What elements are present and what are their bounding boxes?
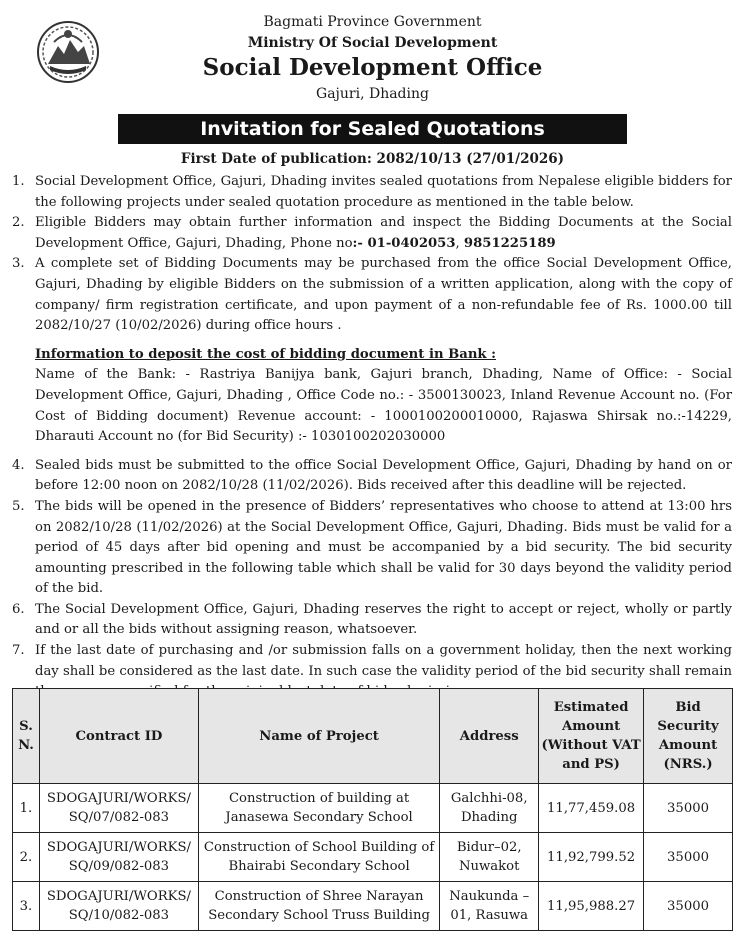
header-project-name: Name of Project	[198, 689, 439, 784]
cell-sn: 2.	[13, 833, 40, 882]
table-row	[13, 833, 733, 882]
bank-info-text: Name of the Bank: - Rastriya Banijya bank, Gajuri branch, Dhading, Name of Office: - Social Development Office, Gajuri, Dhading , Office Code no.: - 3500130023, Inland Revenue Account no. (For Cost of Bidding document) Revenue account: - 1000100200010000, Rajaswa Shirsak no.:-14229, Dharauti Account no (for Bid Security) :- 1030100202030000	[35, 367, 732, 445]
cell-project: Construction of Shree Narayan Secondary School Truss Building	[198, 882, 439, 931]
cell-sn: 1.	[13, 784, 40, 833]
cell-address: Bidur–02, Nuwakot	[440, 833, 539, 882]
list-item: 6. The Social Development Office, Gajuri, Dhading reserves the right to accept or reject, wholly or partly and or all the bids without assigning reason, whatsoever.	[12, 601, 732, 638]
cell-project: Construction of School Building of Bhairabi Secondary School	[198, 833, 439, 882]
cell-address: Galchhi-08, Dhading	[440, 784, 539, 833]
cell-sn: 3.	[13, 882, 40, 931]
notice-banner: Invitation for Sealed Quotations	[118, 114, 627, 144]
bank-info	[35, 345, 732, 448]
office-location: Gajuri, Dhading	[316, 86, 429, 102]
office-name: Social Development Office	[202, 54, 543, 81]
cell-project: Construction of building at Janasewa Secondary School	[198, 784, 439, 833]
bank-info-title: Information to deposit the cost of bidding document in Bank :	[35, 346, 497, 362]
list-item: 3. A complete set of Bidding Documents may be purchased from the office Social Development Office, Gajuri, Dhading by eligible Bidders on the submission of a written application, along with the copy of company/ firm registration certificate, and upon payment of a non-refundable fee of Rs. 1000.00 till 2082/10/27 (10/02/2026) during office hours .	[12, 256, 732, 334]
header-contract-id: Contract ID	[39, 689, 198, 784]
cell-contract-id: SDOGAJURI/WORKS/ SQ/09/082-083	[39, 833, 198, 882]
list-item: 5. The bids will be opened in the presence of Bidders’ representatives who choose to attend at 13:00 hrs on 2082/10/28 (11/02/2026) at the Social Development Office, Gajuri, Dhading. Bids must be valid for a period of 45 days after bid opening and must be accompanied by a bid security. The bid security amounting prescribed in the following table which shall be valid for 30 days beyond the validity period of the bid.	[12, 498, 732, 597]
notice-body	[12, 172, 732, 703]
list-item: 1. Social Development Office, Gajuri, Dhading invites sealed quotations from Nepalese eligible bidders for the following projects under sealed quotation procedure as mentioned in the table below.	[12, 174, 732, 210]
header-estimated-amount: Estimated Amount (Without VAT and PS)	[539, 689, 644, 784]
cell-security: 35000	[644, 882, 733, 931]
cell-address: Naukunda –01, Rasuwa	[440, 882, 539, 931]
cell-amount: 11,92,799.52	[539, 833, 644, 882]
first-publication-date: First Date of publication: 2082/10/13 (27/01/2026)	[180, 151, 565, 167]
table-row	[13, 882, 733, 931]
header-sn: S. N.	[13, 689, 40, 784]
cell-contract-id: SDOGAJURI/WORKS/ SQ/10/082-083	[39, 882, 198, 931]
list-item: 2. Eligible Bidders may obtain further information and inspect the Bidding Documents at the Social Development Office, Gajuri, Dhading, Phone no:- 01-0402053, 9851225189	[12, 215, 732, 251]
government-name: Bagmati Province Government	[263, 14, 482, 30]
table-row	[13, 784, 733, 833]
projects-table	[12, 688, 733, 931]
header-bid-security: Bid Security Amount (NRS.)	[644, 689, 733, 784]
cell-security: 35000	[644, 784, 733, 833]
table-header-row	[13, 689, 733, 784]
header-address: Address	[440, 689, 539, 784]
phone-number: :- 01-0402053	[352, 235, 456, 251]
ministry-name: Ministry Of Social Development	[247, 35, 498, 51]
cell-security: 35000	[644, 833, 733, 882]
list-item: 4. Sealed bids must be submitted to the office Social Development Office, Gajuri, Dhading by hand on or before 12:00 noon on 2082/10/28 (11/02/2026). Bids received after this deadline will be rejected.	[12, 457, 732, 494]
cell-contract-id: SDOGAJURI/WORKS/ SQ/07/082-083	[39, 784, 198, 833]
cell-amount: 11,95,988.27	[539, 882, 644, 931]
list-item: 7. If the last date of purchasing and /or submission falls on a government holiday, then the next working day shall be considered as the last date. In such case the validity period of the bid security shall remain	[12, 643, 732, 679]
cell-amount: 11,77,459.08	[539, 784, 644, 833]
mobile-number: 9851225189	[463, 235, 556, 251]
